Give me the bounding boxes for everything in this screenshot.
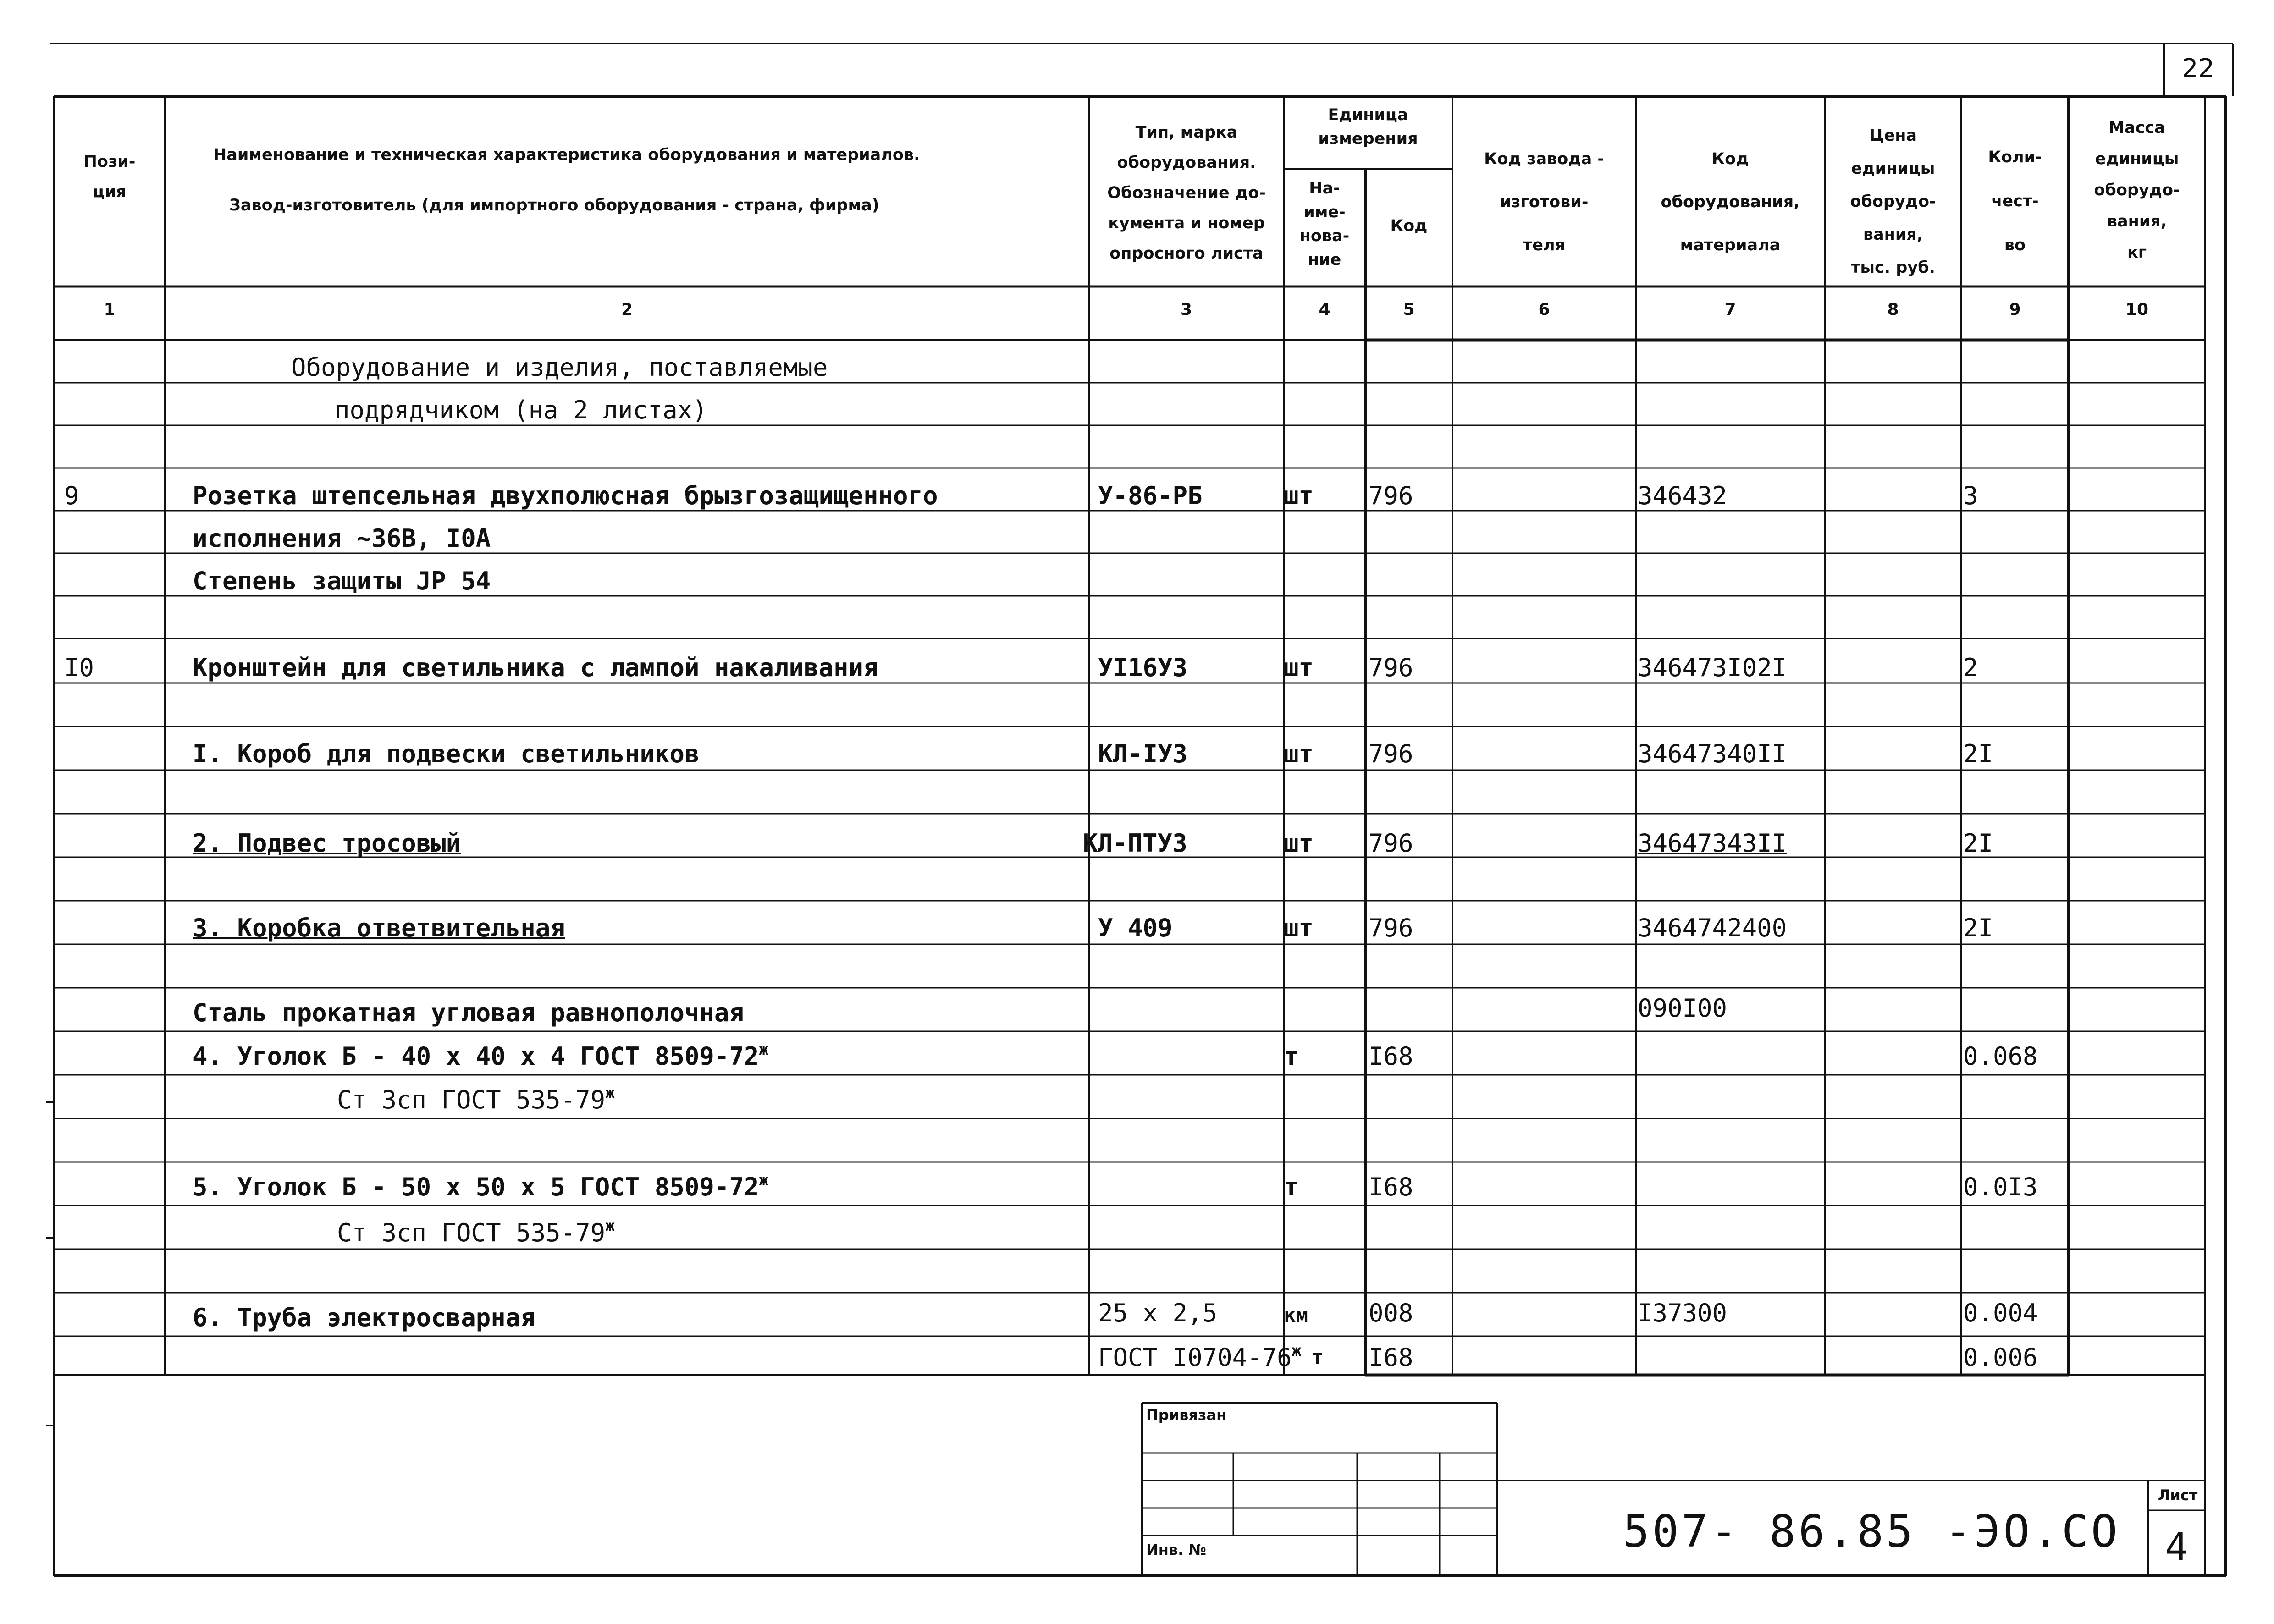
sub-3-type: У 409 — [1098, 914, 1173, 942]
sub-6-gost: ГОСТ I0704-76 — [1098, 1343, 1292, 1372]
column-number: 10 — [2125, 300, 2149, 319]
sub-4-name-text: 4. Уголок Б - 40 х 40 х 4 ГОСТ 8509-72 — [193, 1042, 759, 1071]
sub-6-equipment-code: I37300 — [1638, 1299, 1728, 1327]
sub-2-equipment-code: 34647343II — [1638, 829, 1787, 858]
revision-asterisk: ж — [605, 1217, 615, 1235]
sub-3-name: 3. Коробка ответвительная — [193, 914, 565, 942]
sub-2-name: 2. Подвес тросовый — [193, 829, 461, 858]
header-quantity: Коли- чест- во — [1988, 148, 2042, 254]
sub-5-name — [193, 1173, 768, 1201]
item-9-name-line2: исполнения ~36В, I0А — [193, 524, 491, 553]
sub-6-unit-code-line2: I68 — [1369, 1343, 1413, 1372]
sub-6-name: 6. Труба электросварная — [193, 1303, 535, 1332]
sub-4-steel-grade: Ст 3сп ГОСТ 535-79 — [337, 1085, 606, 1114]
section-title-line1: Оборудование и изделия, поставляемые — [291, 353, 828, 382]
header-price: Цена единицы оборудо- вания, тыс. руб. — [1850, 127, 1936, 277]
document-number: 507- 86.85 -ЭО.СО — [1623, 1506, 2120, 1557]
header-factory-code: Код завода - изготови- теля — [1484, 150, 1604, 254]
header-unit-code: Код — [1390, 217, 1428, 235]
sub-6-type: 25 х 2,5 — [1098, 1299, 1218, 1327]
sub-3-quantity: 2I — [1963, 914, 1993, 942]
item-10-type: УI16У3 — [1098, 653, 1188, 682]
item-9-name-line3: Степень защиты JР 54 — [193, 567, 491, 595]
header-type: Тип, марка оборудования. Обозначение до- кумента и номер опросного листа — [1107, 123, 1266, 263]
column-number: 6 — [1538, 300, 1550, 319]
item-9-name: Розетка штепсельная двухполюсная брызгозащищенного — [193, 481, 938, 510]
item-10-equipment-code: 346473I02I — [1638, 653, 1787, 682]
sub-4-name — [193, 1040, 768, 1071]
item-9-unit-code: 796 — [1369, 481, 1413, 510]
sub-2-type: КЛ-ПТУ3 — [1083, 829, 1187, 858]
sub-3-equipment-code: 3464742400 — [1638, 914, 1787, 942]
sub-5-unit: т — [1284, 1173, 1299, 1201]
sub-3-unit: шт — [1284, 914, 1314, 942]
item-10-quantity: 2 — [1963, 653, 1978, 682]
steel-equipment-code: 090I00 — [1638, 994, 1728, 1023]
sub-1-name: I. Короб для подвески светильников — [193, 739, 700, 768]
sub-2-unit: шт — [1284, 829, 1314, 858]
sub-4-quantity: 0.068 — [1963, 1042, 2038, 1071]
sub-4-unit: т — [1284, 1042, 1299, 1071]
item-10-unit-code: 796 — [1369, 653, 1413, 682]
sub-2-quantity: 2I — [1963, 829, 1993, 858]
sub-1-unit: шт — [1284, 739, 1314, 768]
header-name-line2: Завод-изготовитель (для импортного оборудования - страна, фирма) — [229, 196, 879, 215]
sub-6-unit-line2: т — [1311, 1346, 1324, 1369]
section-title-line2: подрядчиком (на 2 листах) — [335, 396, 707, 424]
header-unit-name: На- име- нова- ние — [1299, 179, 1350, 269]
item-10-position: I0 — [64, 653, 94, 682]
column-number: 7 — [1724, 300, 1736, 319]
sub-4-name-line2 — [337, 1086, 615, 1114]
item-9-unit: шт — [1284, 481, 1314, 510]
stamp-inventory-number: Инв. № — [1146, 1541, 1206, 1558]
sub-4-unit-code: I68 — [1369, 1042, 1413, 1071]
stamp-privyazan: Привязан — [1146, 1406, 1227, 1424]
item-9-type: У-86-РБ — [1098, 481, 1203, 510]
column-number: 4 — [1319, 300, 1330, 319]
revision-asterisk: ж — [759, 1040, 768, 1059]
sheet-corner-number: 22 — [2181, 54, 2215, 83]
header-position: Пози- ция — [83, 153, 136, 201]
stamp-list-label: Лист — [2158, 1486, 2198, 1504]
item-9-equipment-code: 346432 — [1638, 481, 1728, 510]
item-10-unit: шт — [1284, 653, 1314, 682]
sub-1-quantity: 2I — [1963, 739, 1993, 768]
column-number: 9 — [2009, 300, 2021, 319]
revision-asterisk: ж — [759, 1171, 768, 1189]
column-number: 2 — [621, 300, 633, 319]
sub-1-unit-code: 796 — [1369, 739, 1413, 768]
sub-1-equipment-code: 34647340II — [1638, 739, 1787, 768]
sub-6-unit: км — [1284, 1304, 1308, 1327]
revision-asterisk: ж — [605, 1084, 615, 1102]
sub-3-unit-code: 796 — [1369, 914, 1413, 942]
steel-name: Сталь прокатная угловая равнополочная — [193, 998, 744, 1027]
sub-6-quantity: 0.004 — [1963, 1299, 2038, 1327]
header-name-line1: Наименование и техническая характеристика оборудования и материалов. — [213, 146, 920, 164]
revision-asterisk: ж — [1292, 1342, 1302, 1360]
column-number: 8 — [1887, 300, 1899, 319]
sub-5-steel-grade: Ст 3сп ГОСТ 535-79 — [337, 1218, 606, 1247]
column-number: 3 — [1180, 300, 1192, 319]
sub-6-type-line2 — [1098, 1344, 1301, 1371]
sub-6-unit-code: 008 — [1369, 1299, 1413, 1327]
item-9-position: 9 — [64, 481, 79, 510]
sub-5-name-text: 5. Уголок Б - 50 х 50 х 5 ГОСТ 8509-72 — [193, 1173, 759, 1201]
sub-5-quantity: 0.0I3 — [1963, 1173, 2038, 1201]
header-unit-group: Единица измерения — [1318, 106, 1418, 148]
header-mass: Масса единицы оборудо- вания, кг — [2094, 119, 2180, 262]
column-number: 5 — [1403, 300, 1415, 319]
item-9-quantity: 3 — [1963, 481, 1978, 510]
header-equipment-code: Код оборудования, материала — [1661, 150, 1800, 254]
sub-2-unit-code: 796 — [1369, 829, 1413, 858]
sub-5-unit-code: I68 — [1369, 1173, 1413, 1201]
sub-1-type: КЛ-IУ3 — [1098, 739, 1188, 768]
sub-6-quantity-line2: 0.006 — [1963, 1343, 2038, 1372]
column-number: 1 — [104, 300, 116, 319]
stamp-list-number: 4 — [2165, 1525, 2188, 1569]
sub-5-name-line2 — [337, 1219, 615, 1247]
item-10-name: Кронштейн для светильника с лампой накаливания — [193, 653, 878, 682]
